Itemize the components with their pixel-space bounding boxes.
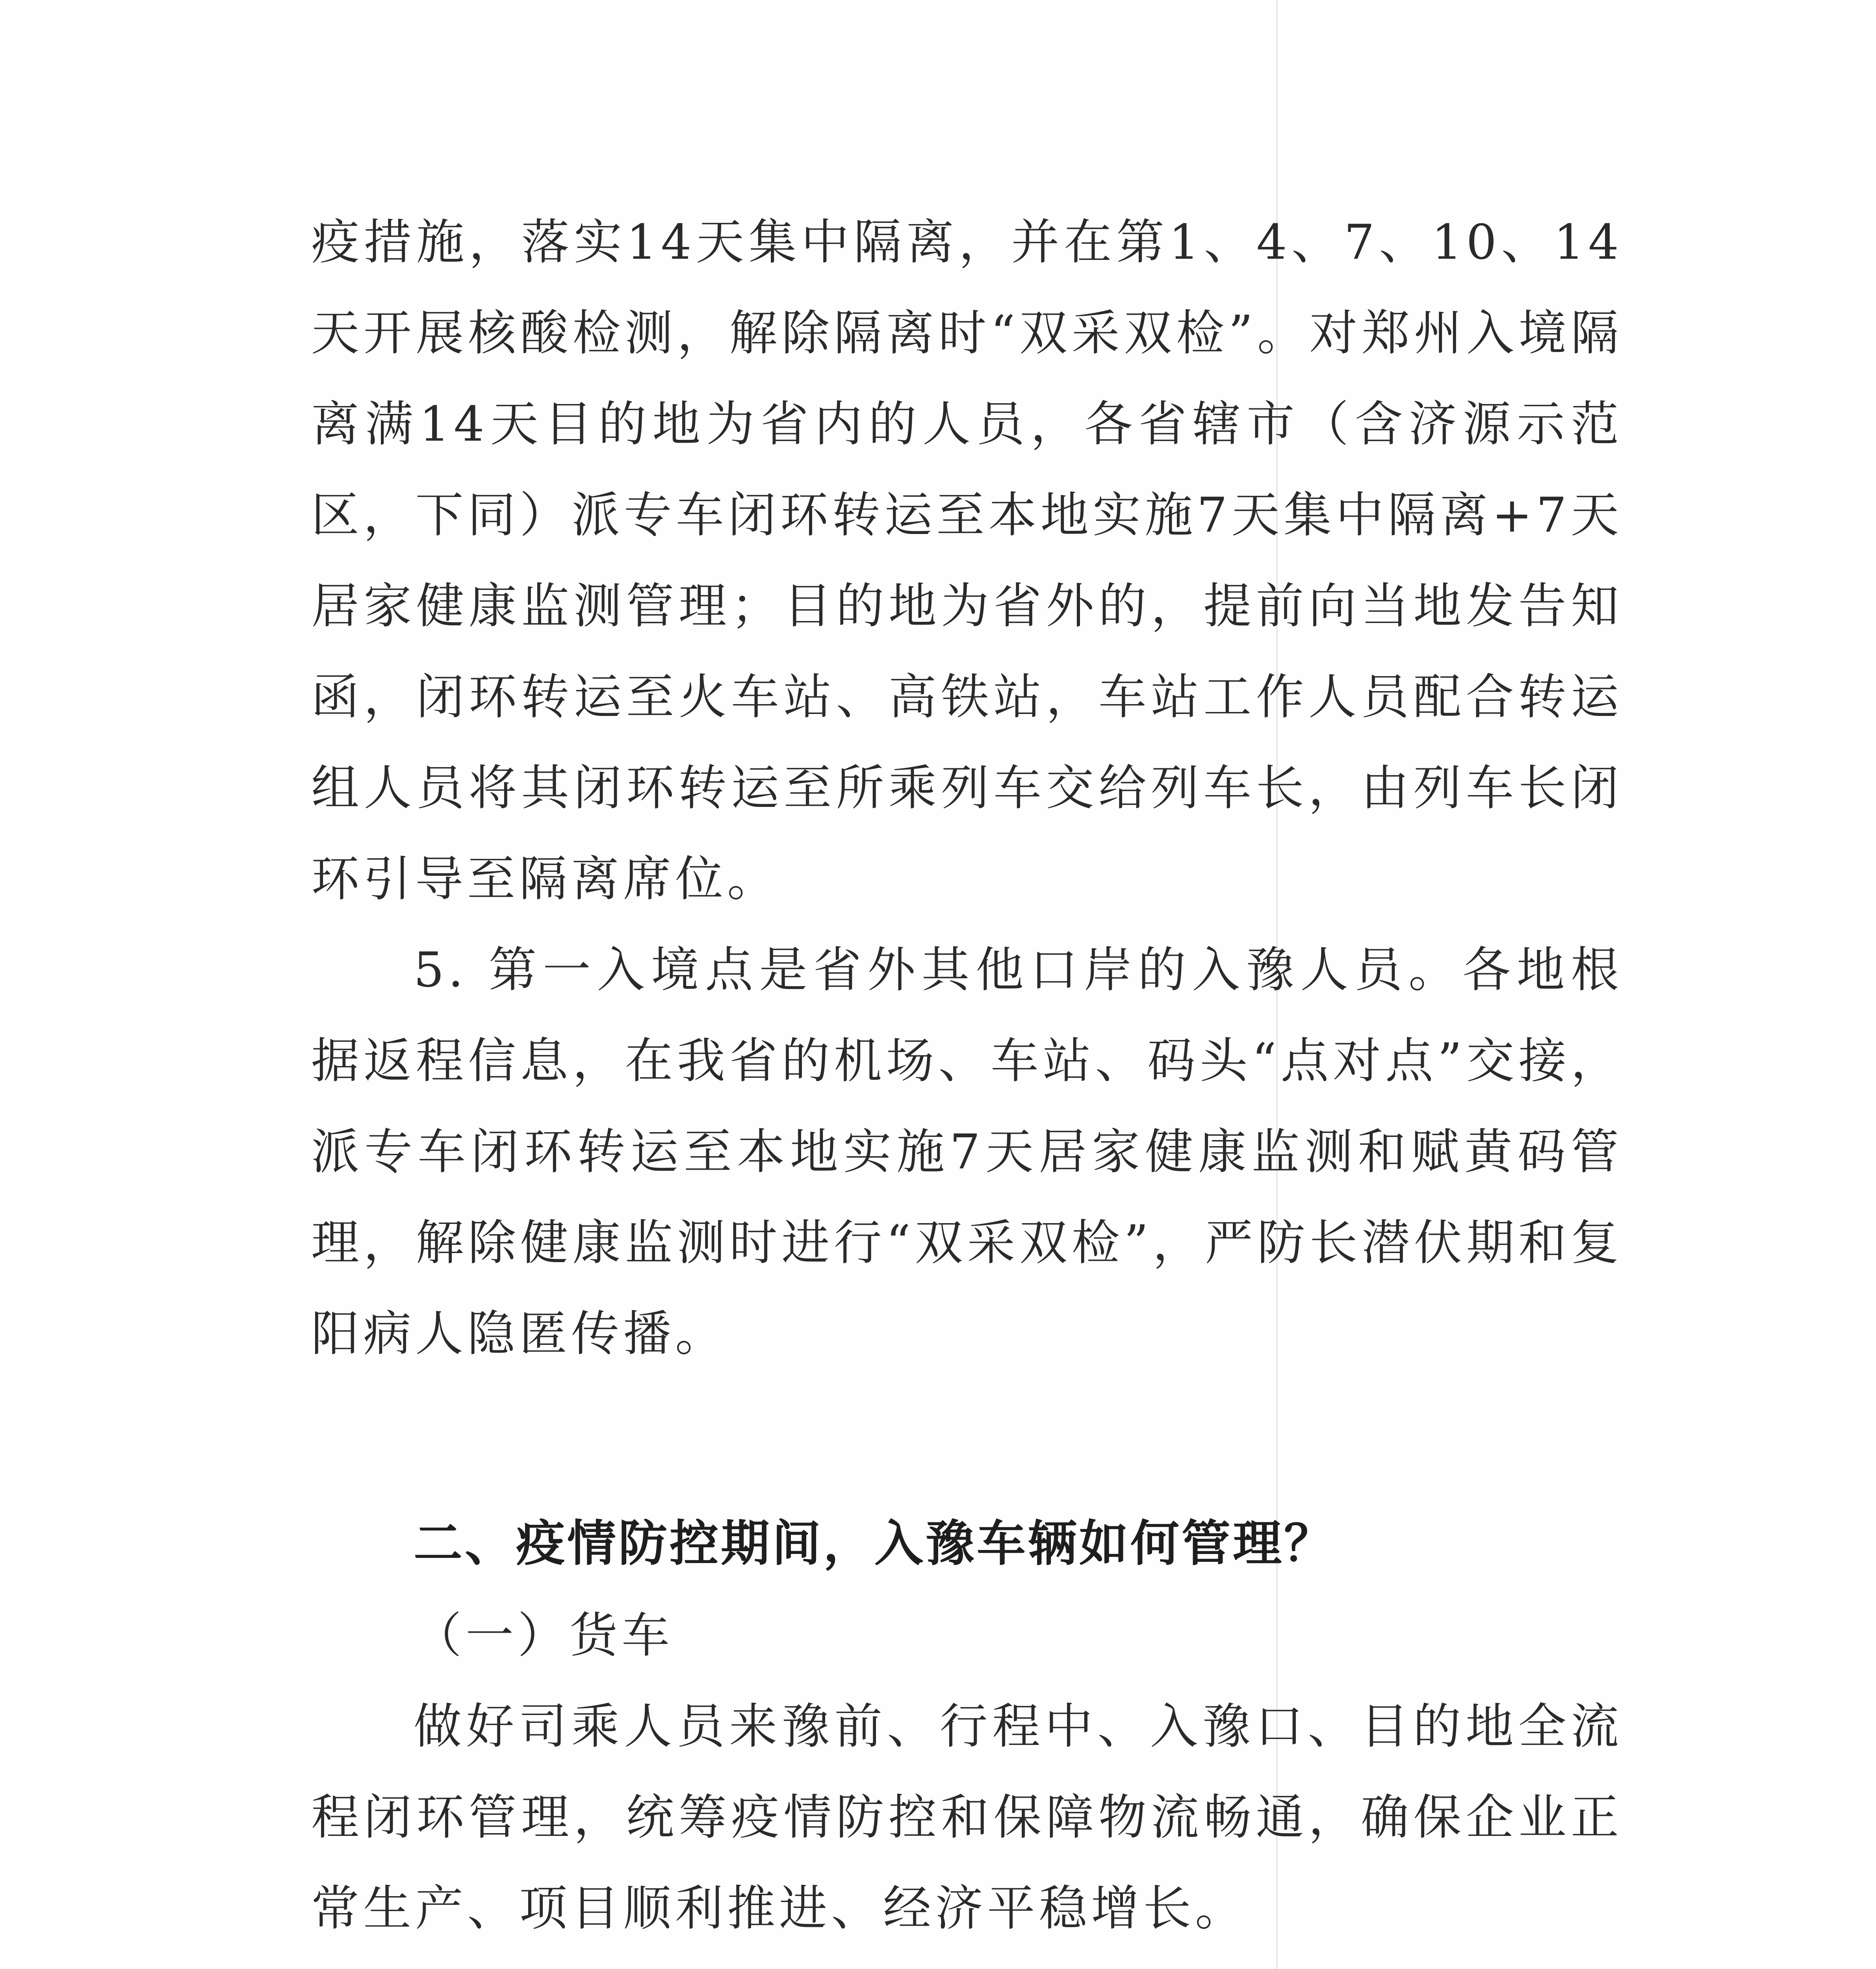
document-body [311,197,1623,1969]
subsection-heading: （一）货车 [414,1607,674,1663]
paragraph-truck-intro: 做好司乘人员来豫前、行程中、入豫口、目的地全流程闭环管理，统筹疫情防控和保障物流畅通，确保企业正常生产、项目顺利推进、经济平稳增长。 [311,1698,1623,1936]
paragraph-report [311,1954,1623,1969]
paragraph-quarantine-measures: 疫措施，落实14天集中隔离，并在第1、4、7、10、14天开展核酸检测，解除隔离时“双采双检”。对郑州入境隔离满14天目的地为省内的人员，各省辖市（含济源示范区，下同）派专车闭环转运至本地实施7天集中隔离+7天居家健康监测管理；目的地为省外的，提前向当地发告知函，闭环转运至火车站、高铁站，车站工作人员配合转运组人员将其闭环转运至所乘列车交给列车长，由列车长闭环引导至隔离席位。 [311,214,1623,907]
paragraph-other-ports: 5. 第一入境点是省外其他口岸的入豫人员。各地根据返程信息，在我省的机场、车站、码头“点对点”交接，派专车闭环转运至本地实施7天居家健康监测和赋黄码管理，解除健康监测时进行“双采双检”，严防长潜伏期和复阳病人隐匿传播。 [311,942,1623,1362]
section-heading: 二、疫情防控期间，入豫车辆如何管理？ [414,1515,1336,1572]
section-spacer [311,1379,1623,1498]
